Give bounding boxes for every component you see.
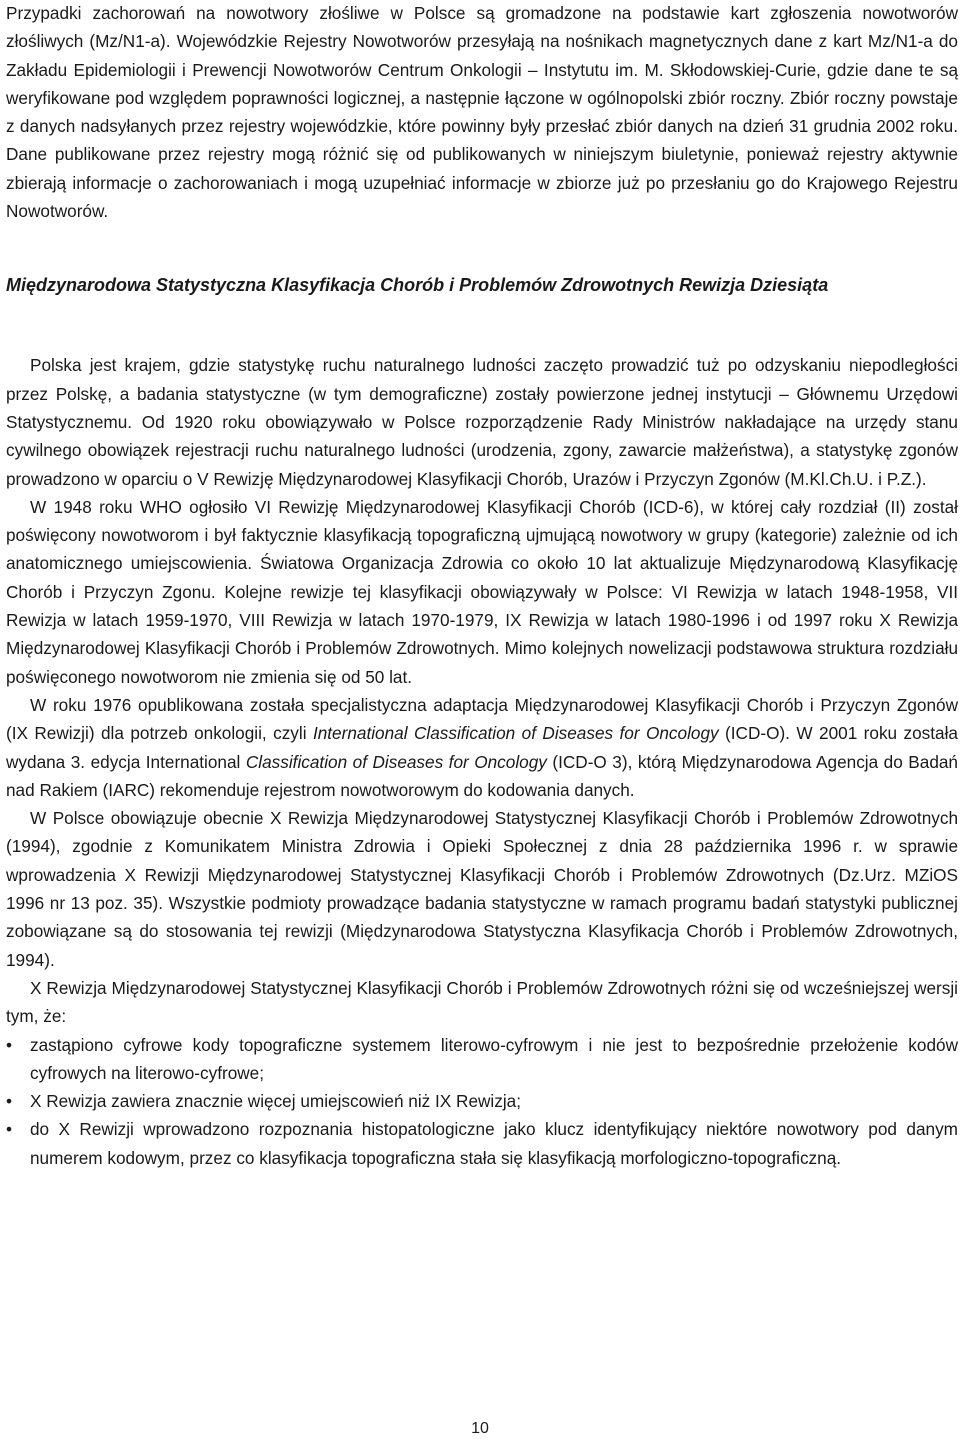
paragraph-who-revisions: W 1948 roku WHO ogłosiło VI Rewizję Międzynarodowej Klasyfikacji Chorób (ICD-6), w której cały rozdział (II) został poświęcony nowotworom i był faktycznie klasyfikacją topograficzną ujmującą nowotwory w grupy (kategorie) zależnie od ich anatomicznego umiejscowienia. Światowa Organizacja Zdrowia co około 10 lat aktualizuje Międzynarodową Klasyfikację Chorób i Przyczyn Zgonu. Kolejne rewizje tej klasyfikacji obowiązywały w Polsce: VI Rewizja w latach 1948-1958, VII Rewizja w latach 1959-1970, VIII Rewizja w latach 1970-1979, IX Rewizja w latach 1980-1996 i od 1997 roku X Rewizja Międzynarodowej Klasyfikacji Chorób i Problemów Zdrowotnych. Mimo kolejnych nowelizacji podstawowa struktura rozdziału poświęconego nowotworom nie zmienia się od 50 lat. [6, 496, 958, 687]
intro-paragraph: Przypadki zachorowań na nowotwory złośliwe w Polsce są gromadzone na podstawie kart zgłoszenia nowotworów złośliwych (Mz/N1-a). Wojewódzkie Rejestry Nowotworów przesyłają na nośnikach magnetycznych dane z kart Mz/N1-a do Zakładu Epidemiologii i Prewencji Nowotworów Centrum Onkologii – Instytutu im. M. Skłodowskiej-Curie, gdzie dane te są weryfikowane pod względem poprawności logicznej, a następnie łączone w ogólnopolski zbiór roczny. Zbiór roczny powstaje z danych nadsyłanych przez rejestry wojewódzkie, które powinny były przesłać zbiór danych na dzień 31 grudnia 2002 roku. Dane publikowane przez rejestry mogą różnić się od publikowanych w niniejszym biuletynie, ponieważ rejestry aktywnie zbierają informacje o zachorowaniach i mogą uzupełniać informacje w zbiorze już po przesłaniu go do Krajowego Rejestru Nowotworów. [6, 3, 958, 222]
p3-text-a: W roku 1976 opublikowana została specjalistyczna adaptacja Międzynarodowej Klasyfikacji Chorób i Przyczyn Zgonów (IX Rewizji) dla potrzeb onkologii, czyli [6, 694, 958, 744]
p3-text-e: (ICD-O 3), którą Międzynarodowa Agencja do Badań nad Rakiem (IARC) rekomenduje rejestrom nowotworowym do kodowania danych. [6, 751, 958, 800]
paragraph-history: Polska jest krajem, gdzie statystykę ruchu naturalnego ludności zaczęto prowadzić tuż po odzyskaniu niepodległości przez Polskę, a badania statystyczne (w tym demograficzne) zostały powierzone jednej instytucji – Głównemu Urzędowi Statystycznemu. Od 1920 roku obowiązywało w Polsce rozporządzenie Rady Ministrów nakładające na urzędy stanu cywilnego obowiązek rejestracji ruchu naturalnego ludności (urodzenia, zgony, zawarcie małżeństwa), a statystykę zgonów prowadzono w oparciu o V Rewizję Międzynarodowej Klasyfikacji Chorób, Urazów i Przyczyn Zgonów (M.Kl.Ch.U. i P.Z.). [6, 355, 958, 489]
list-item-text: X Rewizja zawiera znacznie więcej umiejscowień niż IX Rewizja; [30, 1091, 521, 1112]
section-heading: Międzynarodowa Statystyczna Klasyfikacja Chorób i Problemów Zdrowotnych Rewizja Dziesiąta [6, 275, 829, 296]
page-number: 10 [471, 1420, 489, 1437]
differences-list [6, 1031, 958, 1172]
list-item [6, 1115, 958, 1172]
paragraph-poland-icd10: W Polsce obowiązuje obecnie X Rewizja Międzynarodowej Statystycznej Klasyfikacji Chorób i Problemów Zdrowotnych (1994), zgodnie z Komunikatem Ministra Zdrowia i Opieki Społecznej z dnia 28 października 1996 r. w sprawie wprowadzenia X Rewizji Międzynarodowej Statystycznej Klasyfikacji Chorób i Problemów Zdrowotnych (Dz.Urz. MZiOS 1996 nr 13 poz. 35). Wszystkie podmioty prowadzące badania statystyczne w ramach programu badań statystyki publicznej zobowiązane są do stosowania tej rewizji (Międzynarodowa Statystyczna Klasyfikacja Chorób i Problemów Zdrowotnych, 1994). [6, 808, 958, 970]
paragraph-icd-o [6, 691, 958, 804]
list-item-text: do X Rewizji wprowadzono rozpoznania histopatologiczne jako klucz identyfikujący niektóre nowotwory pod danym numerem kodowym, przez co klasyfikacja topograficzna stała się klasyfikacją morfologiczno-topograficzną. [30, 1119, 958, 1168]
list-item-text: zastąpiono cyfrowe kody topograficzne systemem literowo-cyfrowym i nie jest to bezpośrednie przełożenie kodów cyfrowych na literowo-cyfrowe; [30, 1034, 958, 1083]
list-item [6, 1087, 958, 1115]
bullet-icon: • [6, 1119, 13, 1140]
paragraph-differences-intro: X Rewizja Międzynarodowej Statystycznej Klasyfikacji Chorób i Problemów Zdrowotnych różni się od wcześniejszej wersji tym, że: [6, 977, 958, 1027]
document-page [6, 0, 958, 1172]
p3-text-c: (ICD-O). W 2001 roku została wydana 3. edycja International [6, 723, 958, 772]
bullet-icon: • [6, 1034, 13, 1055]
p3-italic-title-2: Classification of Diseases for Oncology [245, 751, 547, 772]
bullet-icon: • [6, 1091, 13, 1112]
list-item [6, 1031, 958, 1088]
p3-italic-title: International Classification of Diseases for Oncology [312, 723, 719, 744]
